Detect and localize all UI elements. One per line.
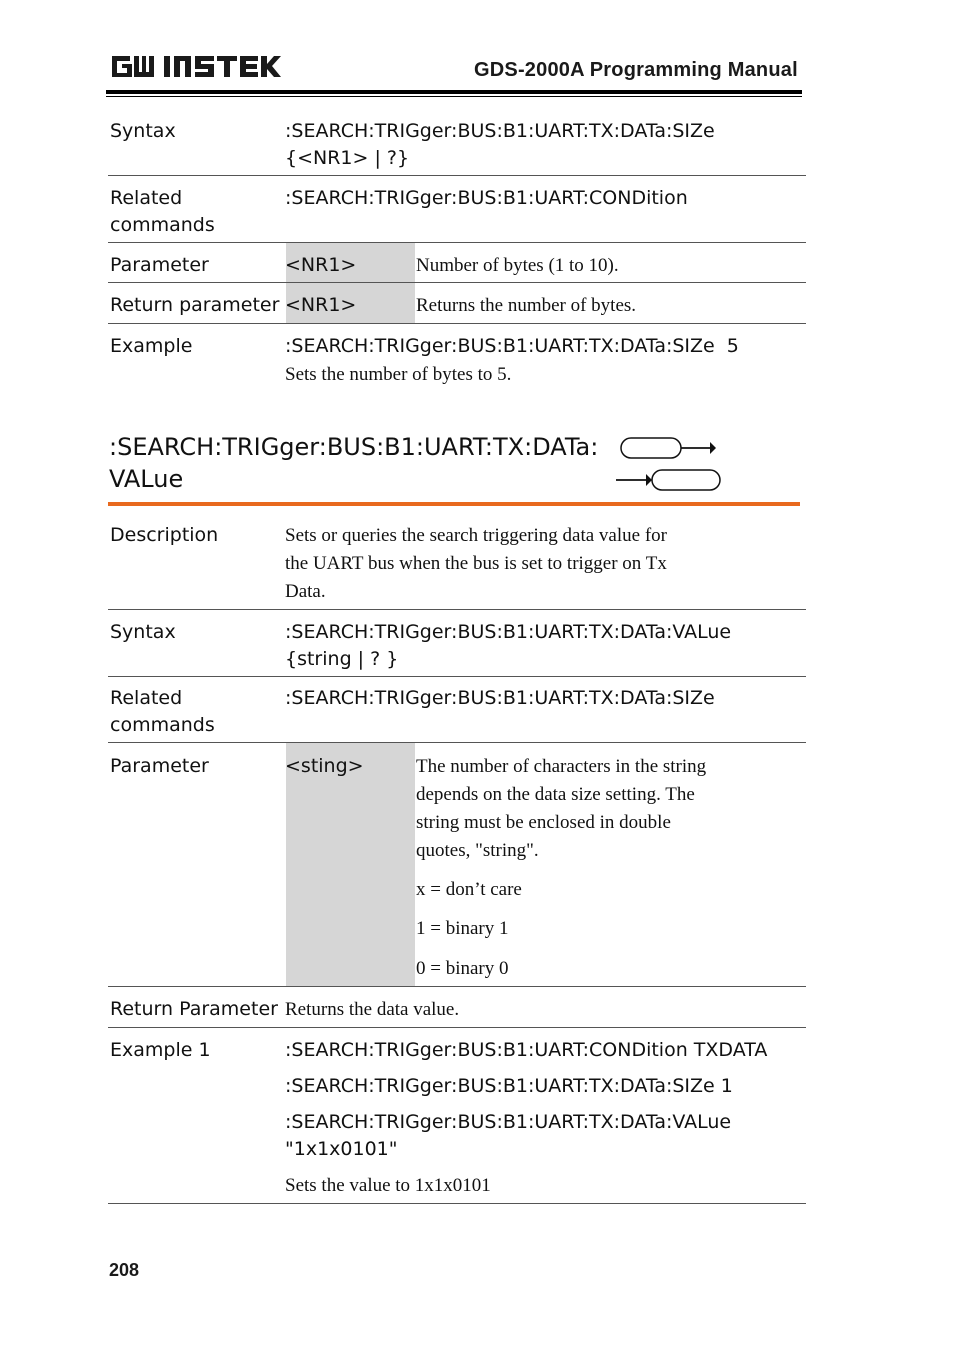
return-parameter-description: Returns the data value.	[285, 999, 460, 1020]
page-number: 208	[109, 1260, 140, 1280]
return-parameter-description: Returns the number of bytes.	[416, 295, 637, 316]
gw-instek-logo	[110, 52, 282, 82]
example-line-2: :SEARCH:TRIGger:BUS:B1:UART:TX:DATa:SIZe 1	[285, 1075, 733, 1097]
parameter-note-binary-1: 1 = binary 1	[416, 918, 509, 939]
divider	[108, 1203, 806, 1204]
divider	[108, 1027, 806, 1028]
divider	[108, 742, 806, 743]
related-label-2: commands	[110, 714, 215, 736]
related-label-1: Related	[110, 187, 183, 209]
heading-underline	[108, 502, 800, 506]
divider	[108, 282, 806, 283]
parameter-name: <sting>	[285, 755, 364, 777]
manual-title: GDS-2000A Programming Manual	[474, 59, 798, 81]
related-command-link[interactable]: :SEARCH:TRIGger:BUS:B1:UART:TX:DATa:SIZe	[285, 687, 715, 709]
syntax-line-1: :SEARCH:TRIGger:BUS:B1:UART:TX:DATa:SIZe	[285, 120, 715, 142]
example-line-1: :SEARCH:TRIGger:BUS:B1:UART:CONDition TXDATA	[285, 1039, 768, 1061]
divider	[108, 986, 806, 987]
return-parameter-name: <NR1>	[285, 294, 357, 316]
example-line-3: :SEARCH:TRIGger:BUS:B1:UART:TX:DATa:VALue	[285, 1111, 732, 1133]
divider	[108, 242, 806, 243]
related-command-link[interactable]: :SEARCH:TRIGger:BUS:B1:UART:CONDition	[285, 187, 688, 209]
description-line-2: the UART bus when the bus is set to trigger on Tx	[285, 553, 667, 574]
parameter-desc-line-2: depends on the data size setting. The	[416, 784, 695, 805]
description-label: Description	[110, 524, 219, 546]
parameter-desc-line-1: The number of characters in the string	[416, 756, 707, 777]
example-line-4: "1x1x0101"	[285, 1138, 398, 1160]
syntax-line-2: {string | ? }	[285, 648, 399, 670]
divider	[108, 609, 806, 610]
description-line-3: Data.	[285, 581, 326, 602]
example-description: Sets the number of bytes to 5.	[285, 364, 512, 385]
syntax-line-1: :SEARCH:TRIGger:BUS:B1:UART:TX:DATa:VALue	[285, 621, 732, 643]
command-heading-line-1: :SEARCH:TRIGger:BUS:B1:UART:TX:DATa:	[109, 433, 599, 461]
parameter-description: Number of bytes (1 to 10).	[416, 255, 619, 276]
divider	[108, 175, 806, 176]
example-label: Example	[110, 335, 193, 357]
related-label-2: commands	[110, 214, 215, 236]
parameter-note-dont-care: x = don’t care	[416, 879, 522, 900]
return-parameter-label: Return Parameter	[110, 998, 278, 1020]
return-parameter-label: Return parameter	[110, 294, 280, 316]
example-label: Example 1	[110, 1039, 211, 1061]
divider	[108, 323, 806, 324]
example-command: :SEARCH:TRIGger:BUS:B1:UART:TX:DATa:SIZe 5	[285, 335, 739, 357]
syntax-label: Syntax	[110, 120, 176, 142]
command-heading	[109, 431, 598, 495]
parameter-name: <NR1>	[285, 254, 357, 276]
parameter-desc-line-3: string must be enclosed in double	[416, 812, 671, 833]
parameter-label: Parameter	[110, 755, 209, 777]
parameter-desc-line-4: quotes, "string".	[416, 840, 539, 861]
syntax-line-2: {<NR1> | ?}	[285, 147, 410, 169]
syntax-label: Syntax	[110, 621, 176, 643]
command-heading-line-2: VALue	[109, 465, 184, 493]
parameter-label: Parameter	[110, 254, 209, 276]
divider	[108, 676, 806, 677]
parameter-note-binary-0: 0 = binary 0	[416, 958, 509, 979]
query-command-arrow-icon	[614, 466, 724, 494]
related-label-1: Related	[110, 687, 183, 709]
header-rule	[106, 90, 802, 94]
example-description: Sets the value to 1x1x0101	[285, 1175, 491, 1196]
header-rule-thin	[106, 96, 802, 97]
description-line-1: Sets or queries the search triggering data value for	[285, 525, 667, 546]
